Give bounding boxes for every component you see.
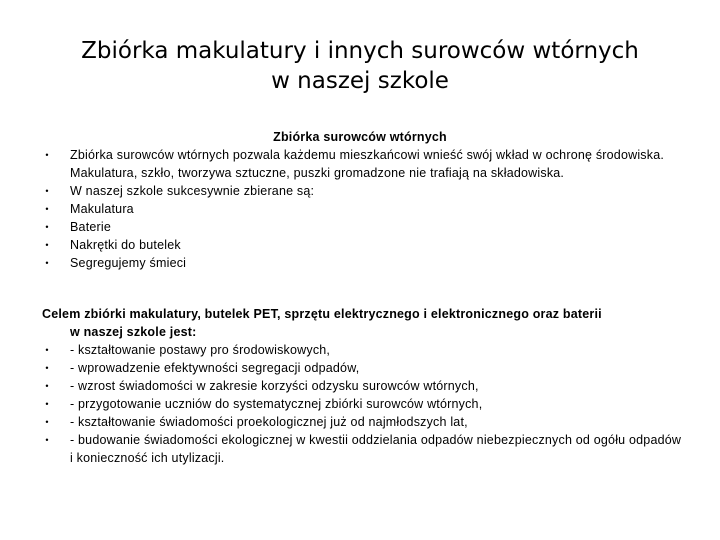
bullet-icon: •: [45, 381, 49, 391]
list-item: [42, 431, 682, 467]
list-item: [42, 395, 682, 413]
bullet-icon: •: [45, 150, 49, 160]
bullet-icon: •: [45, 186, 49, 196]
list-item: [42, 182, 682, 200]
list-item: [42, 377, 682, 395]
list-item: [42, 146, 682, 182]
bullet-list-recycling: [42, 146, 682, 272]
list-item: [42, 341, 682, 359]
bullet-icon: •: [45, 363, 49, 373]
bullet-list-goals: [42, 341, 682, 467]
list-item: [42, 413, 682, 431]
list-item-text: - przygotowanie uczniów do systematycznej zbiórki surowców wtórnych,: [70, 397, 483, 411]
list-item: [42, 218, 682, 236]
list-item: [42, 254, 682, 272]
bullet-icon: •: [45, 222, 49, 232]
list-item-text: - wzrost świadomości w zakresie korzyści odzysku surowców wtórnych,: [70, 379, 479, 393]
list-item-text: Makulatura: [70, 202, 134, 216]
list-item-text: - budowanie świadomości ekologicznej w kwestii oddzielania odpadów niebezpiecznych od ogółu odpadów i konieczność ich utylizacji.: [70, 433, 682, 465]
goals-intro-line-2: w naszej szkole jest:: [70, 325, 197, 339]
bullet-icon: •: [45, 399, 49, 409]
goals-intro-line-1: Celem zbiórki makulatury, butelek PET, sprzętu elektrycznego i elektronicznego oraz baterii: [42, 307, 602, 321]
list-item-text: - kształtowanie postawy pro środowiskowych,: [70, 343, 331, 357]
bullet-icon: •: [45, 258, 49, 268]
list-item-text: Nakrętki do butelek: [70, 238, 181, 252]
list-item: [42, 200, 682, 218]
bullet-icon: •: [45, 435, 49, 445]
list-item-text: W naszej szkole sukcesywnie zbierane są:: [70, 184, 315, 198]
bullet-icon: •: [45, 204, 49, 214]
page-title-line-2: w naszej szkole: [271, 68, 449, 94]
list-item: [42, 236, 682, 254]
list-item-text: Segregujemy śmieci: [70, 256, 187, 270]
list-item-text: Zbiórka surowców wtórnych pozwala każdemu mieszkańcowi wnieść swój wkład w ochronę środowiska. Makulatura, szkło, tworzywa sztuczne, puszki gromadzone nie trafiają na składowiska.: [70, 148, 665, 180]
bullet-icon: •: [45, 345, 49, 355]
bullet-icon: •: [45, 240, 49, 250]
bullet-icon: •: [45, 417, 49, 427]
list-item-text: - wprowadzenie efektywności segregacji odpadów,: [70, 361, 360, 375]
goals-intro: [42, 305, 682, 341]
list-item-text: Baterie: [70, 220, 112, 234]
list-item-text: - kształtowanie świadomości proekologicznej już od najmłodszych lat,: [70, 415, 468, 429]
list-item: [42, 359, 682, 377]
page-title-line-1: Zbiórka makulatury i innych surowców wtórnych: [81, 38, 639, 64]
section-heading: Zbiórka surowców wtórnych: [273, 130, 447, 144]
page-title: [0, 36, 720, 96]
